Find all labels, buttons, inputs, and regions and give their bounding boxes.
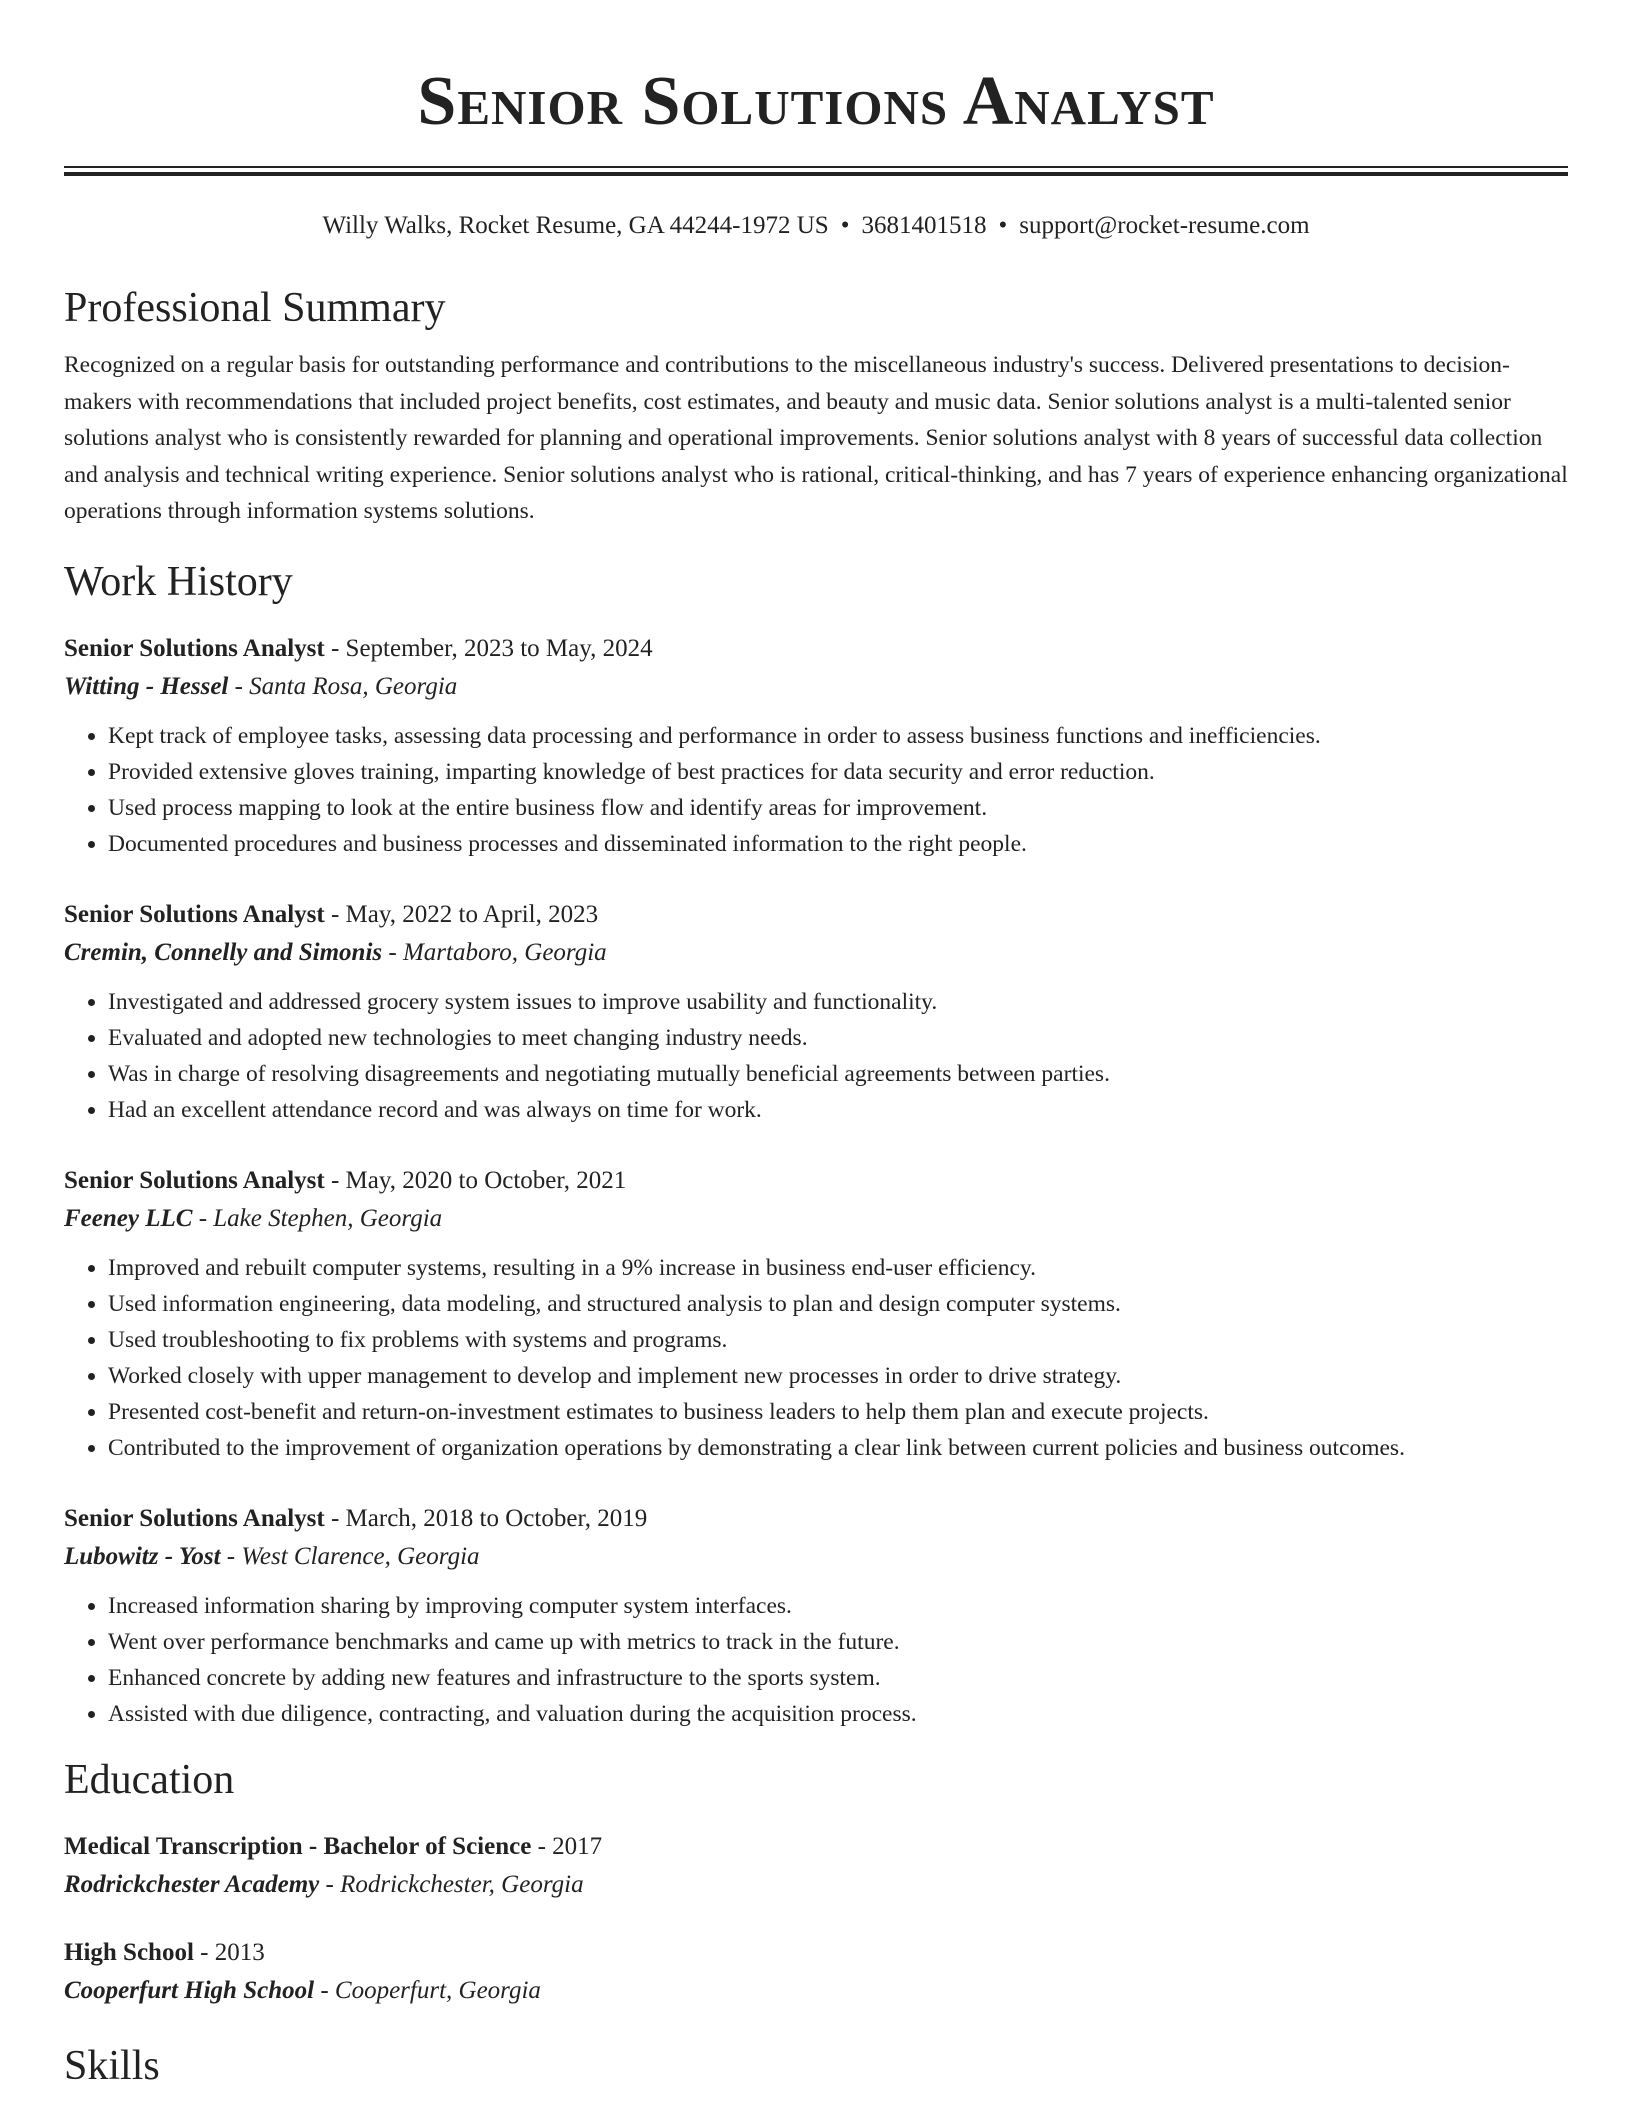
job-entry [64,896,1568,1128]
job-dates: - September, 2023 to May, 2024 [324,634,653,662]
job-bullet: • Contributed to the improvement of organization operations by demonstrating a clear link between current policies and business outcomes. [108,1430,1568,1466]
job-bullets [64,1588,1568,1732]
contact-separator: • [840,212,850,239]
job-title-line [64,1162,1568,1200]
degree-year: - 2013 [193,1938,265,1966]
education-heading: Education [64,1756,235,1803]
job-bullet: • Went over performance benchmarks and came up with metrics to track in the future. [108,1624,1568,1660]
job-title: Senior Solutions Analyst [64,1504,325,1532]
company-name: Witting - Hessel [64,672,229,700]
company-line [64,668,1568,706]
company-line [64,1538,1568,1576]
job-bullets [64,1250,1568,1466]
job-bullet: • Used process mapping to look at the entire business flow and identify areas for improvement. [108,790,1568,826]
job-bullet: • Investigated and addressed grocery system issues to improve usability and functionality. [108,984,1568,1020]
summary-heading: Professional Summary [64,285,446,331]
job-entry [64,1162,1568,1466]
work-history-heading: Work History [64,558,293,605]
job-bullet: • Had an excellent attendance record and was always on time for work. [108,1092,1568,1128]
degree-year: - 2017 [531,1832,603,1860]
school-line [64,1866,1568,1904]
job-bullet: • Increased information sharing by improving computer system interfaces. [108,1588,1568,1624]
company-location: - Lake Stephen, Georgia [192,1204,443,1232]
job-entry [64,630,1568,862]
contact-email[interactable]: support@rocket-resume.com [1019,212,1310,239]
job-bullet: • Worked closely with upper management to develop and implement new processes in order to drive strategy. [108,1358,1568,1394]
work-history-list [64,630,1568,1732]
contact-line [64,210,1568,242]
job-bullet: • Provided extensive gloves training, imparting knowledge of best practices for data security and error reduction. [108,754,1568,790]
job-dates: - May, 2022 to April, 2023 [324,900,599,928]
job-bullets [64,718,1568,862]
job-bullet: • Enhanced concrete by adding new features and infrastructure to the sports system. [108,1660,1568,1696]
company-name: Lubowitz - Yost [64,1542,221,1570]
job-title-line [64,630,1568,668]
job-title-line [64,896,1568,934]
education-entry [64,1934,1568,2010]
school-line [64,1972,1568,2010]
degree-line [64,1934,1568,1972]
job-bullet: • Used information engineering, data modeling, and structured analysis to plan and design computer systems. [108,1286,1568,1322]
company-line [64,1200,1568,1238]
school-name: Cooperfurt High School [64,1976,315,2004]
company-name: Cremin, Connelly and Simonis [64,938,383,966]
job-bullet: • Used troubleshooting to fix problems with systems and programs. [108,1322,1568,1358]
company-line [64,934,1568,972]
company-location: - West Clarence, Georgia [220,1542,480,1570]
job-title: Senior Solutions Analyst [64,1166,325,1194]
resume-title: Senior Solutions Analyst [417,63,1215,140]
job-title: Senior Solutions Analyst [64,634,325,662]
degree-line [64,1828,1568,1866]
school-location: - Rodrickchester, Georgia [319,1870,584,1898]
school-name: Rodrickchester Academy [64,1870,320,1898]
company-name: Feeney LLC [64,1204,193,1232]
contact-address: Willy Walks, Rocket Resume, GA 44244-1972 US [322,212,829,239]
contact-phone: 3681401518 [861,212,987,239]
job-bullet: • Documented procedures and business processes and disseminated information to the right people. [108,826,1568,862]
job-bullet: • Kept track of employee tasks, assessing data processing and performance in order to assess business functions and inefficiencies. [108,718,1568,754]
job-dates: - March, 2018 to October, 2019 [324,1504,648,1532]
company-location: - Santa Rosa, Georgia [228,672,458,700]
job-bullet: • Improved and rebuilt computer systems, resulting in a 9% increase in business end-user efficiency. [108,1250,1568,1286]
summary-text: Recognized on a regular basis for outstanding performance and contributions to the miscellaneous industry's success. Delivered presentations to decision-makers with recommendations that included project benefits, cost estimates, and beauty and music data. Senior solutions analyst is a multi-talented senior solutions analyst who is consistently rewarded for planning and operational improvements. Senior solutions analyst with 8 years of successful data collection and analysis and technical writing experience. Senior solutions analyst who is rational, critical-thinking, and has 7 years of experience enhancing organizational operations through information systems solutions. [64,352,1568,524]
job-bullet: • Evaluated and adopted new technologies to meet changing industry needs. [108,1020,1568,1056]
degree-name: Medical Transcription - Bachelor of Science [64,1832,532,1860]
job-title-line [64,1500,1568,1538]
skills-heading: Skills [64,2042,160,2089]
job-dates: - May, 2020 to October, 2021 [324,1166,627,1194]
school-location: - Cooperfurt, Georgia [314,1976,541,2004]
job-title: Senior Solutions Analyst [64,900,325,928]
job-bullet: • Presented cost-benefit and return-on-investment estimates to business leaders to help them plan and execute projects. [108,1394,1568,1430]
degree-name: High School [64,1938,194,1966]
education-entry [64,1828,1568,1904]
job-bullet: • Was in charge of resolving disagreements and negotiating mutually beneficial agreements between parties. [108,1056,1568,1092]
contact-separator: • [998,212,1008,239]
job-bullet: • Assisted with due diligence, contracting, and valuation during the acquisition process. [108,1696,1568,1732]
job-bullets [64,984,1568,1128]
company-location: - Martaboro, Georgia [382,938,607,966]
education-list [64,1828,1568,2010]
job-entry [64,1500,1568,1732]
title-divider [64,166,1568,176]
